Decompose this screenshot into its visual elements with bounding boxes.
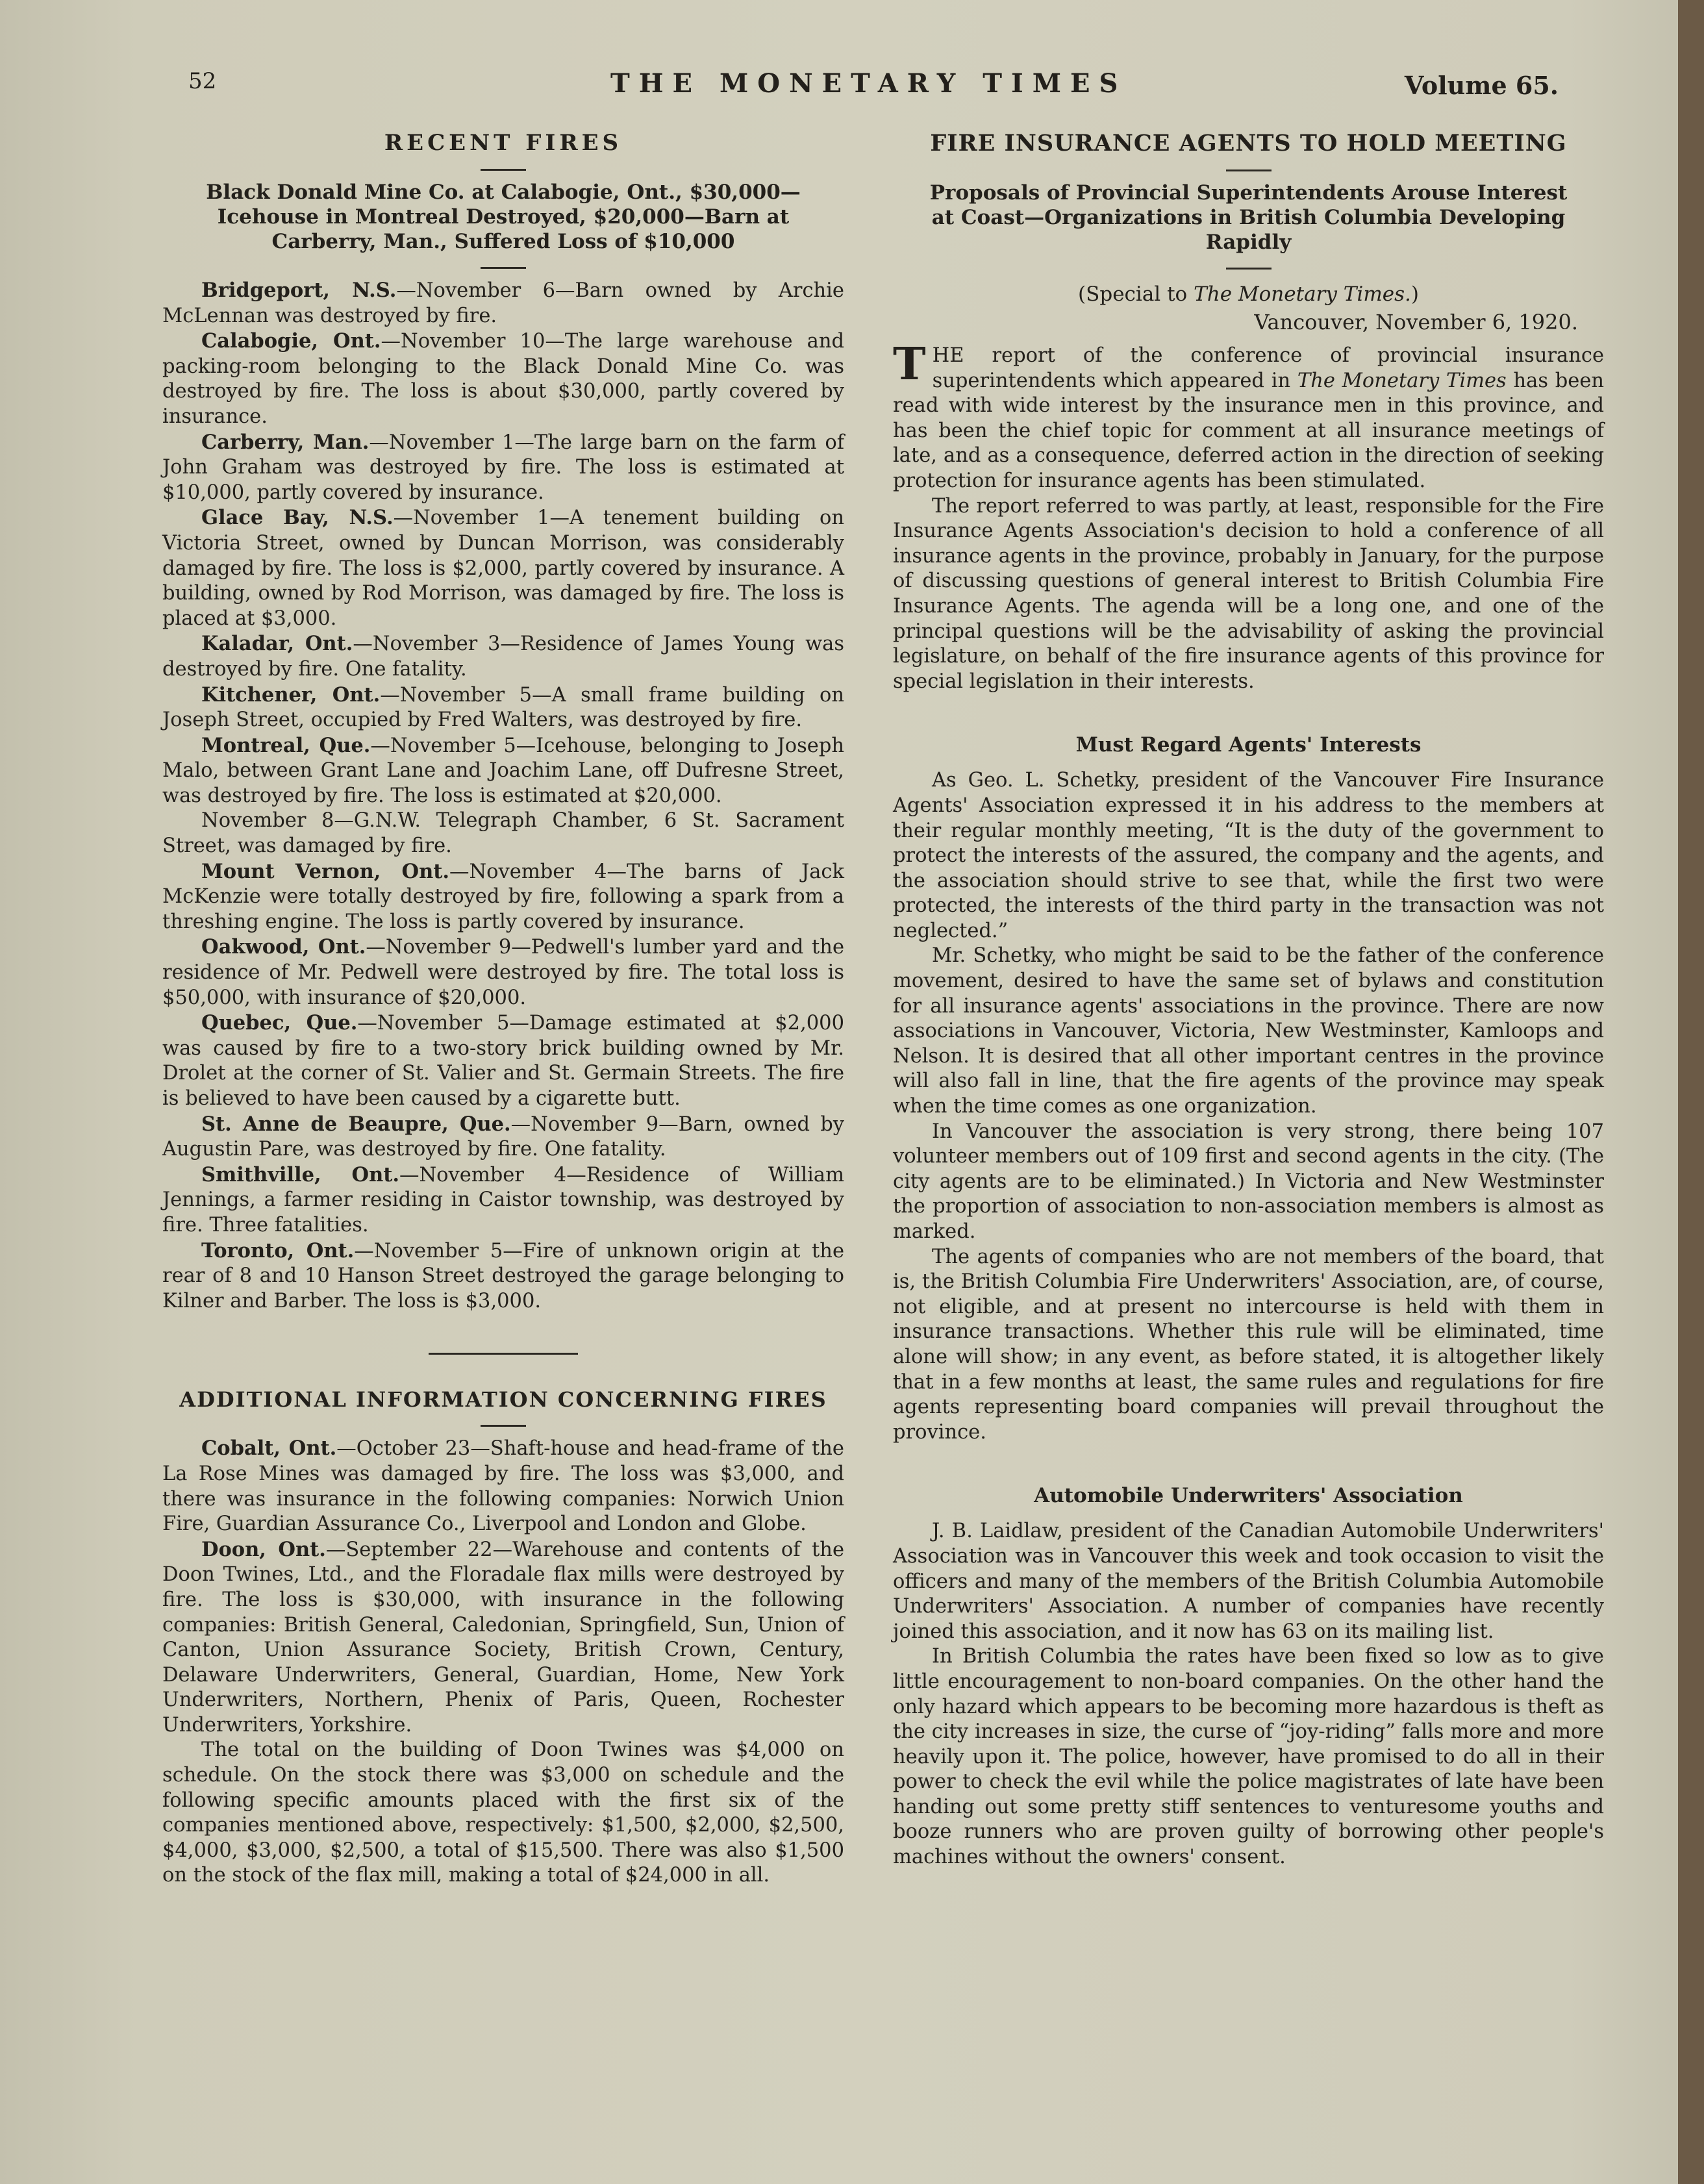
body-paragraph: Mr. Schetky, who might be said to be the father of the conference movement, desired to have the same set of bylaws and constitution for all insurance agents' associations in the province. There are now associations in Vancouver, Victoria, New Westminster, Kamloops and Nelson. It is desired that all other important centres in the province will also fall in line, that the fire agents of the province may speak when the time comes as one organization. xyxy=(893,944,1604,1118)
fire-item: Smithville, Ont.—November 4—Residence of William Jennings, a farmer residing in Caistor township, was destroyed by fire. Three fatalities. xyxy=(162,1162,844,1236)
fire-item: St. Anne de Beaupre, Que.—November 9—Barn, owned by Augustin Pare, was destroyed by fire. One fatality. xyxy=(162,1112,844,1161)
drop-cap: T xyxy=(893,338,926,390)
fire-item: November 8—G.N.W. Telegraph Chamber, 6 St. Sacrament Street, was damaged by fire. xyxy=(162,809,844,858)
subheading-agents-interests: Must Regard Agents' Interests xyxy=(1075,733,1422,757)
article-headline: FIRE INSURANCE AGENTS TO HOLD MEETING xyxy=(930,130,1567,157)
fire-item: Mount Vernon, Ont.—November 4—The barns of Jack McKenzie were totally destroyed by fire, following a spark from a threshing engine. The loss is partly covered by insurance. xyxy=(162,859,844,933)
fire-item: Kitchener, Ont.—November 5—A small frame building on Joseph Street, occupied by Fred Walters, was destroyed by fire. xyxy=(162,683,845,732)
body-paragraph: As Geo. L. Schetky, president of the Vancouver Fire Insurance Agents' Association expressed it in his address to the members at their regular monthly meeting, “It is the duty of the government to protect the interests of the assured, the company and the agents, and the association should strive to see that, while the first two were protected, the interests of the third party in the transaction was not neglected.” xyxy=(893,769,1604,942)
article-deck: Proposals of Provincial Superintendents Arouse Interest at Coast—Organizations in British Columbia Developing Rapidly xyxy=(929,181,1568,254)
additional-info-headline: ADDITIONAL INFORMATION CONCERNING FIRES xyxy=(179,1387,827,1412)
fire-item: Calabogie, Ont.—November 10—The large warehouse and packing-room belonging to the Black Donald Mine Co. was destroyed by fire. The loss is about $30,000, partly covered by insurance. xyxy=(162,329,844,428)
intro-paragraph: THE report of the conference of provincial insurance superintendents which appeared in The Monetary Times has been read with wide interest by the insurance men in this province, and has been the chief topic for comment at all insurance meetings of late, and as a consequence, deferred action in the direction of seeking protection for insurance agents has been stimulated. xyxy=(893,338,1605,492)
fire-item: Montreal, Que.—November 5—Icehouse, belonging to Joseph Malo, between Grant Lane and Joachim Lane, off Dufresne Street, was destroyed by fire. The loss is estimated at $20,000. xyxy=(162,733,844,807)
subheading-automobile-underwriters: Automobile Underwriters' Association xyxy=(1034,1484,1463,1508)
headline-rule xyxy=(481,169,526,171)
body-paragraph: The report referred to was partly, at least, responsible for the Fire Insurance Agents Association's decision to hold a conference of all insurance agents in the province, probably in January, for the purpose of discussing questions of general interest to British Columbia Fire Insurance Agents. The agenda will be a long one, and one of the principal questions will be the advisability of asking the provincial legislature, on behalf of the fire insurance agents of this province for special legislation in their interests. xyxy=(893,494,1604,693)
recent-fires-deck: Black Donald Mine Co. at Calabogie, Ont., $30,000—Icehouse in Montreal Destroyed, $20,000—Barn at Carberry, Man., Suffered Loss of $10,000 xyxy=(206,181,801,253)
right-column xyxy=(893,130,1604,1870)
recent-fires-list xyxy=(162,278,844,1314)
deck-rule xyxy=(481,267,526,269)
additional-info-list xyxy=(162,1436,844,1889)
page-header xyxy=(188,68,1559,107)
headline-rule xyxy=(481,1425,526,1427)
dateline: Vancouver, November 6, 1920. xyxy=(1254,310,1578,334)
fire-item: Cobalt, Ont.—October 23—Shaft-house and head-frame of the La Rose Mines was damaged by fire. The loss was $3,000, and there was insurance in the following companies: Norwich Union Fire, Guardian Assurance Co., Liverpool and London and Globe. xyxy=(162,1437,844,1536)
section-divider xyxy=(429,1353,578,1355)
headline-rule xyxy=(1226,169,1272,171)
body-paragraph: The agents of companies who are not members of the board, that is, the British Columbia Fire Underwriters' Association, are, of course, not eligible, and at present no intercourse is held with them in insurance transactions. Whether this rule will be eliminated, time alone will show; in any event, as before stated, it is altogether likely that in a few months at least, the same rules and regulations for fire agents representing board companies will prevail throughout the province. xyxy=(893,1245,1604,1444)
body-paragraph: In British Columbia the rates have been fixed so low as to give little encouragement to non-board companies. On the other hand the only hazard which appears to be becoming more hazardous is theft as the city increases in size, the curse of “joy-riding” falls more and more heavily upon it. The police, however, have promised to do all in their power to check the evil while the police magistrates of late have been handing out some pretty stiff sentences to venturesome youths and booze runners who are proven guilty of borrowing other people's machines without the owners' consent. xyxy=(893,1645,1604,1869)
fire-item: The total on the building of Doon Twines was $4,000 on schedule. On the stock there was $3,000 on schedule and the following specific amounts placed with the first six of the companies mentioned above, respectively: $1,500, $2,000, $2,500, $4,000, $3,000, $2,500, a total of $15,500. There was also $1,500 on the stock of the flax mill, making a total of $24,000 in all. xyxy=(162,1738,844,1887)
deck-rule xyxy=(1226,268,1272,270)
fire-item: Doon, Ont.—September 22—Warehouse and contents of the Doon Twines, Ltd., and the Floradale flax mills were destroyed by fire. The loss is $30,000, with insurance in the following companies: British General, Caledonian, Springfield, Sun, Union of Canton, Union Assurance Society, British Crown, Century, Delaware Underwriters, General, Guardian, Home, New York Underwriters, Northern, Phenix of Paris, Queen, Rochester Underwriters, Yorkshire. xyxy=(162,1537,845,1737)
fire-item: Glace Bay, N.S.—November 1—A tenement building on Victoria Street, owned by Duncan Morrison, was considerably damaged by fire. The loss is $2,000, partly covered by insurance. A building, owned by Rod Morrison, was damaged by fire. The loss is placed at $3,000. xyxy=(162,506,844,630)
fire-item: Oakwood, Ont.—November 9—Pedwell's lumber yard and the residence of Mr. Pedwell were destroyed by fire. The total loss is $50,000, with insurance of $20,000. xyxy=(162,935,845,1009)
body-paragraph: J. B. Laidlaw, president of the Canadian Automobile Underwriters' Association was in Vancouver this week and took occasion to visit the officers and many of the members of the British Columbia Automobile Underwriters' Association. A number of companies have recently joined this association, and it now has 63 on its mailing list. xyxy=(893,1520,1604,1643)
fire-item: Kaladar, Ont.—November 3—Residence of James Young was destroyed by fire. One fatality. xyxy=(162,632,845,681)
fire-item: Bridgeport, N.S.—November 6—Barn owned by Archie McLennan was destroyed by fire. xyxy=(162,279,844,327)
volume-label: Volume 65. xyxy=(1404,71,1559,100)
fire-item: Carberry, Man.—November 1—The large barn on the farm of John Graham was destroyed by fire. The loss is estimated at $10,000, partly covered by insurance. xyxy=(162,430,844,504)
fire-item: Quebec, Que.—November 5—Damage estimated at $2,000 was caused by fire to a two-story brick building owned by Mr. Drolet at the corner of St. Valier and St. Germain Streets. The fire is believed to have been caused by a cigarette butt. xyxy=(162,1011,844,1110)
left-column xyxy=(162,130,844,1889)
body-paragraph: In Vancouver the association is very strong, there being 107 volunteer members out of 109 first and second agents in the city. (The city agents are to be eliminated.) In Victoria and New Westminster the proportion of association to non-association members is almost as marked. xyxy=(893,1120,1604,1243)
fire-item: Toronto, Ont.—November 5—Fire of unknown origin at the rear of 8 and 10 Hanson Street destroyed the garage belonging to Kilner and Barber. The loss is $3,000. xyxy=(162,1238,845,1312)
special-note: (Special to The Monetary Times.) xyxy=(1078,282,1419,306)
binding-edge xyxy=(1678,0,1704,2184)
running-title: THE MONETARY TIMES xyxy=(610,68,1127,99)
page-number: 52 xyxy=(188,68,217,94)
recent-fires-headline: RECENT FIRES xyxy=(384,130,623,156)
